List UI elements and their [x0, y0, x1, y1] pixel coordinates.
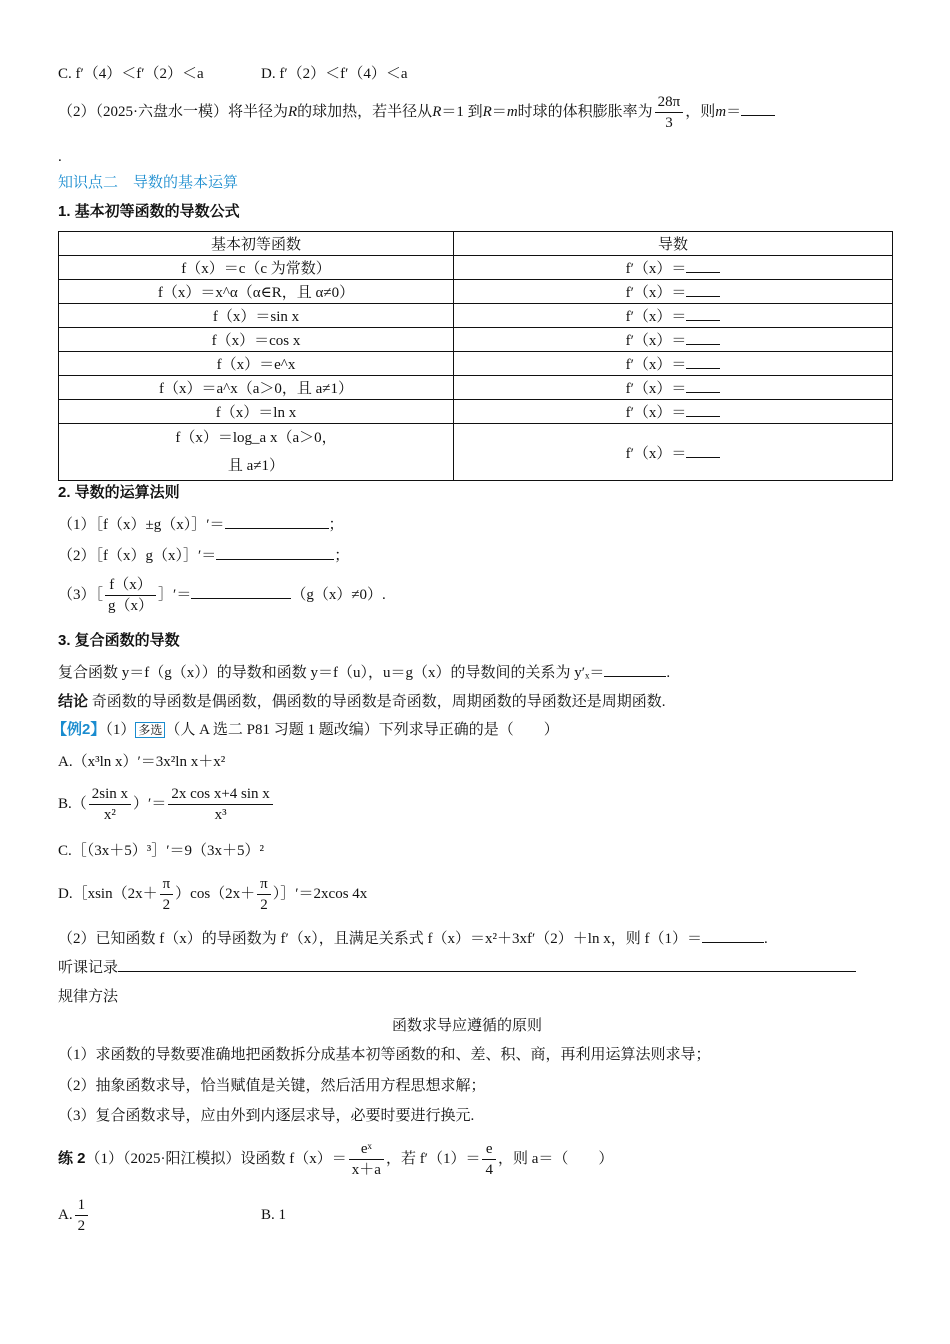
- section-title: 知识点二 导数的基本运算: [58, 174, 239, 191]
- table-row: [59, 280, 893, 304]
- table-row: [59, 328, 893, 352]
- table-row: [59, 352, 893, 376]
- func-cell: f（x）＝sin x: [59, 304, 454, 328]
- func-cell: f（x）＝cos x: [59, 328, 454, 352]
- table-row: [59, 304, 893, 328]
- subsection-2-title: 2. 导数的运算法则: [58, 484, 180, 501]
- quotient-fraction: $\frac{f(x)}{g(x)}$: [105, 575, 156, 616]
- derivative-table: [58, 231, 893, 481]
- func-cell: f（x）＝log_a x（a＞0， 且 a≠1）: [59, 424, 454, 481]
- rule-3: （3）［ $\frac{f(x)}{g(x)}$ ］′＝ （g（x）≠0）.: [58, 577, 386, 615]
- principle-item: （3）复合函数求导，应由外到内逐层求导，必要时要进行换元.: [58, 1108, 475, 1124]
- practice-2-option-b: B. 1: [261, 1207, 287, 1223]
- deriv-cell: f′（x）＝: [454, 304, 893, 328]
- option-c: C. f′（4）＜f′（2）＜a: [58, 66, 204, 82]
- func-cell: f（x）＝c（c 为常数）: [59, 256, 454, 280]
- practice-2: 练 2（1）（2025·阳江模拟）设函数 f（x）＝ $\frac{\text{eˣ}}{x+a}$ ，若 f′（1）＝ $\frac{e}{4}$ ，则 a＝（ ）: [58, 1141, 614, 1179]
- table-header-row: [59, 232, 893, 256]
- expansion-rate-fraction: $\frac{28\pi}{3}$: [655, 92, 684, 133]
- rule-1: （1）［f（x）±g（x）］′＝ ；: [58, 514, 344, 535]
- subsection-1-title: 1. 基本初等函数的导数公式: [58, 203, 240, 220]
- subsection-3-title: 3. 复合函数的导数: [58, 632, 180, 649]
- conclusion: 结论 奇函数的导函数是偶函数，偶函数的导函数是奇函数，周期函数的导函数还是周期函数.: [58, 693, 666, 710]
- principle-title: 函数求导应遵循的原则: [392, 1017, 543, 1034]
- example-2-part-2: （2）已知函数 f（x）的导函数为 f′（x），且满足关系式 f（x）＝x²＋3xf′（2）＋ln x，则 f（1）＝ .: [58, 928, 768, 949]
- header-deriv: 导数: [454, 232, 893, 256]
- principle-item: （1）求函数的导数要准确地把函数拆分成基本初等函数的和、差、积、商，再利用运算法则求导；: [58, 1047, 711, 1063]
- example-2-heading: 【例2】（1） 多选 （人 A 选二 P81 习题 1 题改编）下列求导正确的是（ ）: [52, 721, 559, 738]
- table-row: [59, 256, 893, 280]
- notes-label: 听课记录: [58, 957, 856, 978]
- composite-rule: 复合函数 y＝f（g（x））的导数和函数 y＝f（u），u＝g（x）的导数间的关系为 y′ₓ＝ .: [58, 662, 670, 683]
- multiple-choice-tag: 多选: [135, 722, 165, 738]
- header-func: 基本初等函数: [59, 232, 454, 256]
- deriv-cell: f′（x）＝: [454, 280, 893, 304]
- example-2-option-d: D.［xsin（2x＋ $\frac{\pi}{2}$ ）cos（2x＋ $\frac{\pi}{2}$ ）］′＝2xcos 4x: [58, 876, 368, 914]
- principle-item: （2）抽象函数求导，恰当赋值是关键，然后活用方程思想求解；: [58, 1078, 486, 1094]
- example-2-option-c: C.［（3x＋5）³］′＝9（3x＋5）²: [58, 843, 265, 859]
- rule-2: （2）［f（x）g（x）］′＝ ；: [58, 545, 349, 566]
- example-2-option-b: B.（ $\frac{\text{2sin x}}{\text{x²}}$ ）′＝ $\frac{\text{2x cos x+4 sin x}}{\text{x³}}$: [58, 782, 275, 826]
- example-2-option-a: A.（x³ln x）′＝3x²ln x＋x²: [58, 754, 226, 770]
- deriv-cell: f′（x）＝: [454, 400, 893, 424]
- func-cell: f（x）＝a^x（a＞0，且 a≠1）: [59, 376, 454, 400]
- trailing-dot: .: [58, 149, 62, 165]
- deriv-cell: f′（x）＝: [454, 256, 893, 280]
- deriv-cell: f′（x）＝: [454, 328, 893, 352]
- method-label: 规律方法: [58, 988, 119, 1005]
- deriv-cell: f′（x）＝: [454, 376, 893, 400]
- table-row: [59, 424, 893, 481]
- deriv-cell: f′（x）＝: [454, 424, 893, 481]
- table-row: [59, 376, 893, 400]
- question-2: （2）（2025·六盘水一模）将半径为R的球加热，若半径从R＝1 到R＝m时球的体积膨胀率为 $\frac{28\pi}{3}$ ，则m＝: [58, 92, 775, 133]
- table-row: [59, 400, 893, 424]
- deriv-cell: f′（x）＝: [454, 352, 893, 376]
- answer-blank: [741, 101, 775, 116]
- func-cell: f（x）＝ln x: [59, 400, 454, 424]
- practice-2-option-a: A. $\frac{1}{2}$: [58, 1193, 90, 1237]
- func-cell: f（x）＝e^x: [59, 352, 454, 376]
- func-cell: f（x）＝x^α（α∈R，且 α≠0）: [59, 280, 454, 304]
- option-d: D. f′（2）＜f′（4）＜a: [261, 66, 408, 82]
